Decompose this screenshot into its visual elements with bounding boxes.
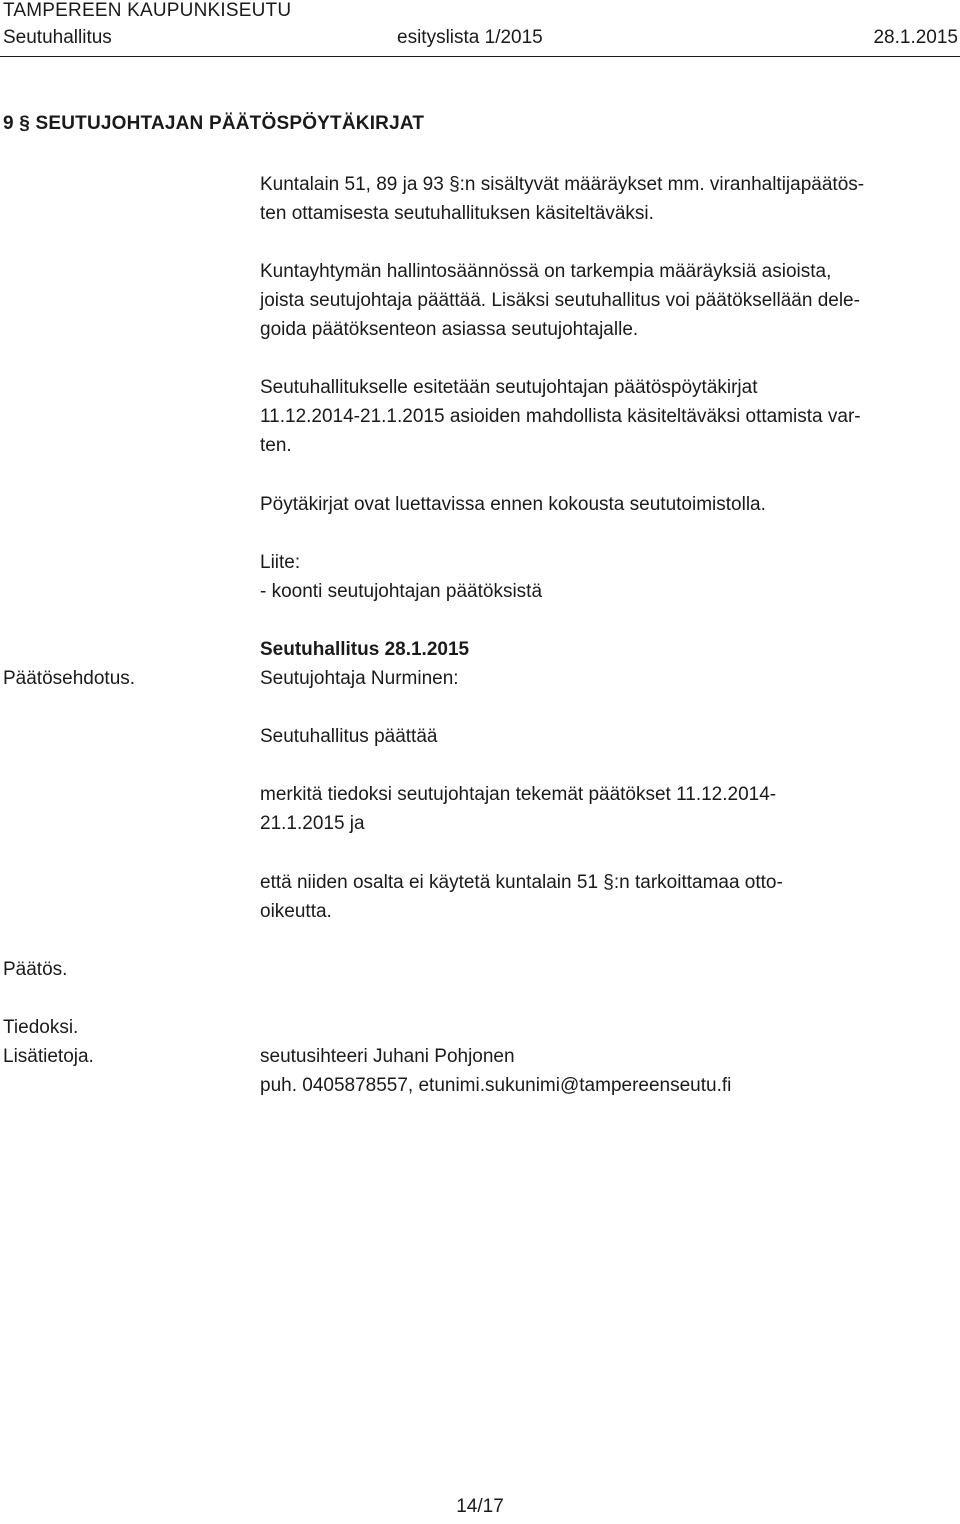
header-document: esityslista 1/2015	[397, 27, 543, 48]
text-line: ten.	[260, 435, 292, 456]
contact-name: seutusihteeri Juhani Pohjonen	[260, 1046, 515, 1067]
text-line: oikeutta.	[260, 901, 332, 922]
text-line: merkitä tiedoksi seutujohtajan tekemät päätökset 11.12.2014-	[260, 784, 777, 805]
proposal-meeting: Seutuhallitus 28.1.2015	[260, 639, 470, 660]
text-line: 21.1.2015 ja	[260, 813, 365, 834]
page-number: 14/17	[456, 1496, 504, 1517]
text-line: goida päätöksenteon asiassa seutujohtajalle.	[260, 319, 639, 340]
text-line: Kuntalain 51, 89 ja 93 §:n sisältyvät määräykset mm. viranhaltijapäätös-	[260, 174, 865, 195]
paragraph-availability	[260, 490, 950, 519]
proposal-item-2	[260, 868, 950, 926]
text-line: Pöytäkirjat ovat luettavissa ennen kokousta seututoimistolla.	[260, 494, 766, 515]
attachment-label: Liite:	[260, 552, 301, 573]
header-row	[3, 27, 958, 53]
contact-label: Lisätietoja.	[3, 1046, 94, 1067]
attachment-item: - koonti seutujohtajan päätöksistä	[260, 581, 543, 602]
contact-details: puh. 0405878557, etunimi.sukunimi@tampereenseutu.fi	[260, 1075, 732, 1096]
proposal-label: Päätösehdotus.	[3, 668, 136, 689]
contact-block	[260, 1042, 950, 1100]
text-line: joista seutujohtaja päättää. Lisäksi seutuhallitus voi päätöksellään dele-	[260, 290, 860, 311]
paragraph-legal-basis	[260, 170, 950, 228]
text-line: 11.12.2014-21.1.2015 asioiden mahdollista käsiteltäväksi ottamista var-	[260, 406, 861, 427]
header-divider	[0, 56, 960, 57]
text-line: Seutuhallitus päättää	[260, 726, 438, 747]
paragraph-minutes	[260, 373, 950, 460]
proposal-lead	[260, 722, 950, 751]
info-label: Tiedoksi.	[3, 1017, 79, 1038]
attachment-block	[260, 548, 950, 606]
header-date: 28.1.2015	[873, 27, 958, 48]
paragraph-rules	[260, 257, 950, 344]
proposal-item-1	[260, 780, 950, 838]
text-line: Seutuhallitukselle esitetään seutujohtajan päätöspöytäkirjat	[260, 377, 758, 398]
text-line: Kuntayhtymän hallintosäännössä on tarkempia määräyksiä asioista,	[260, 261, 832, 282]
header-body: Seutuhallitus	[3, 27, 112, 48]
decision-label: Päätös.	[3, 959, 68, 980]
section-heading: 9 § SEUTUJOHTAJAN PÄÄTÖSPÖYTÄKIRJAT	[3, 113, 425, 134]
header-organization: TAMPEREEN KAUPUNKISEUTU	[3, 0, 292, 21]
text-line: että niiden osalta ei käytetä kuntalain 51 §:n tarkoittamaa otto-	[260, 872, 783, 893]
proposal-block	[260, 635, 950, 693]
text-line: ten ottamisesta seutuhallituksen käsiteltäväksi.	[260, 203, 654, 224]
proposal-presenter: Seutujohtaja Nurminen:	[260, 668, 459, 689]
